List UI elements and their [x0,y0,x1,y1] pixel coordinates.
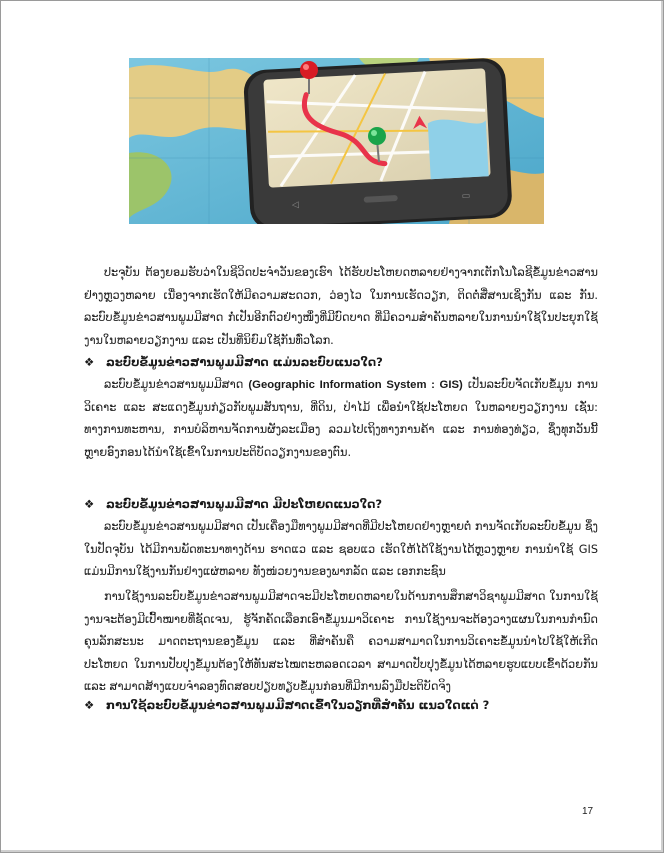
section-1-text-after: ເປັນລະບົບຈັດເກັບຂໍ້ມູນ ການວິເຄາະ ແລະ ສະແດງຂໍ້ມູນກ່ຽວກັບພູມສັນຖານ, ທີ່ດິນ, ປ່າໄມ້ ເພື່ອນໍາໃຊ້ປະໂຫຍດ ໃນຫລາຍໆວຽກງານ ເຊັ່ນ: ທາງການທະຫານ, ການບໍລິຫານຈັດການຜັງລະເມືອງ ລວມໄປເຖິງທາງການຄ້າ ແລະ ການທ່ອງທ່ຽວ, ຊຶ່ງທຸກວັນນີ້ ຫຼາຍອົງກອນໄດ້ນໍາໃຊ້ເຂົ້າໃນການປະຕິບັດວຽກງານຂອງຕົນ. [84,378,598,459]
svg-text:◁: ◁ [291,200,300,211]
svg-text:▭: ▭ [461,191,471,202]
bullet-icon: ❖ [84,497,95,511]
bullet-icon: ❖ [84,355,95,369]
section-1-text-before: ລະບົບຂໍ້ມູນຂ່າວສານພູມມີສາດ [104,378,249,391]
section-2-paragraph-1: ລະບົບຂໍ້ມູນຂ່າວສານພູມມີສາດ ເປັນເຄື່ອງມືທາງພູມມີສາດທີ່ມີປະໂຫຍດຢ່າງຫຼາຍຕໍ່ ການຈັດເກັບລະບົບຂໍ້ມູນ ຊຶ່ງໃນປັດຈຸບັນ ໄດ້ມີການພັດທະນາທາງດ້ານ ຮາດແວ ແລະ ຊອບແວ ເຮັດໃຫ້ໄດ້ໃຊ້ງານໄດ້ຫຼວງຫຼາຍ ການນໍາໃຊ້ GIS ແມ່ນມີການໃຊ້ງານກັນຢ່າງແຜ່ຫລາຍ ທັງໜ່ວຍງານຂອງພາກລັດ ແລະ ເອກກະຊົນ [84,520,598,578]
bullet-icon: ❖ [84,698,95,712]
section-3-heading-text: ການໃຊ້ລະບົບຂໍ້ມູນຂ່າວສານພູມມີສາດເຂົ້າໃນວຽກທີ່ສໍາຄັນ ແນວໃດແດ່ ? [106,698,490,712]
section-1-heading [84,352,598,372]
page-number: 17 [582,806,594,817]
section-1-heading-text: ລະບົບຂໍ້ມູນຂ່າວສານພູມມີສາດ ແມ່ນລະບົບແນວໃດ? [106,355,383,369]
section-2-heading [84,494,598,514]
gis-term: (Geographic Information System : GIS) [248,379,463,391]
hero-image-phone-gps-map [129,58,544,224]
section-2-heading-text: ລະບົບຂໍ້ມູນຂ່າວສານພູມມີສາດ ມີປະໂຫຍດແນວໃດ? [106,497,382,511]
section-3-heading [84,695,598,715]
section-2-paragraph-2: ການໃຊ້ງານລະບົບຂໍ້ມູນຂ່າວສານພູມມີສາດຈະມີປະໂຫຍດຫລາຍໃນດ້ານການສຶກສາວິຊາພູມມີສາດ ໃນການໃຊ້ງານຈະຕ້ອງມີເປົ້າໝາຍທີ່ຊັດເຈນ, ຮູ້ຈັກຄັດເລືອກເອົາຂໍ້ມູນມາວິເຄາະ ການໃຊ້ງານຈະຕ້ອງວາງແຜນໃນການກໍານົດຄຸນລັກສະນະ ມາດຕະຖານຂອງຂໍ້ມູນ ແລະ ທີ່ສໍາຄັນຄື ຄວາມສາມາດໃນການວິເຄາະຂໍ້ມູນນໍາໄປໃຊ້ໃຫ້ເກີດປະໂຫຍດ ໃນການປັບປຸງຂໍ້ມູນຕ້ອງໃຫ້ທັນສະໄໝຕະຫລອດເວລາ ສາມາດປັບປຸງຂໍ້ມູນໄດ້ຫລາຍຮູບແບບເຂົ້າດ້ວຍກັນ ແລະ ສາມາດສ້າງແບບຈໍາລອງທົດສອບປຽບທຽບຂໍ້ມູນກ່ອນທີ່ມີການລົງມືປະຕິບັດຈິງ [84,590,598,693]
intro-paragraph: ປະຈຸບັນ ຕ້ອງຍອມຮັບວ່າໃນຊີວິດປະຈໍາວັນຂອງເຮົາ ໄດ້ຮັບປະໂຫຍດຫລາຍຢ່າງຈາກເຕັກໂນໂລຊີຂໍ້ມູນຂ່າວສານຢ່າງຫຼວງຫລາຍ ເນື່ອງຈາກເຮັດໃຫ້ມີຄວາມສະດວກ, ວ່ອງໄວ ໃນການເຮັດວຽກ, ຕິດຕໍ່ສື່ສານເຊິ່ງກັນ ແລະ ກັນ. ລະບົບຂໍ້ມູນຂ່າວສານພູມມີສາດ ກໍ່ເປັນອີກຕົວຢ່າງໜຶ່ງທີ່ມີບົດບາດ ທີ່ມີຄວາມສໍາຄັນຫລາຍໃນການນໍາໃຊ້ໃນປະຍຸກໃຊ້ງານໃນຫລາຍວຽກງານ ແລະ ເປັນທີ່ນິຍົມໃຊ້ກັນທົ່ວໂລກ. [84,266,598,347]
section-1-paragraph [84,374,598,464]
